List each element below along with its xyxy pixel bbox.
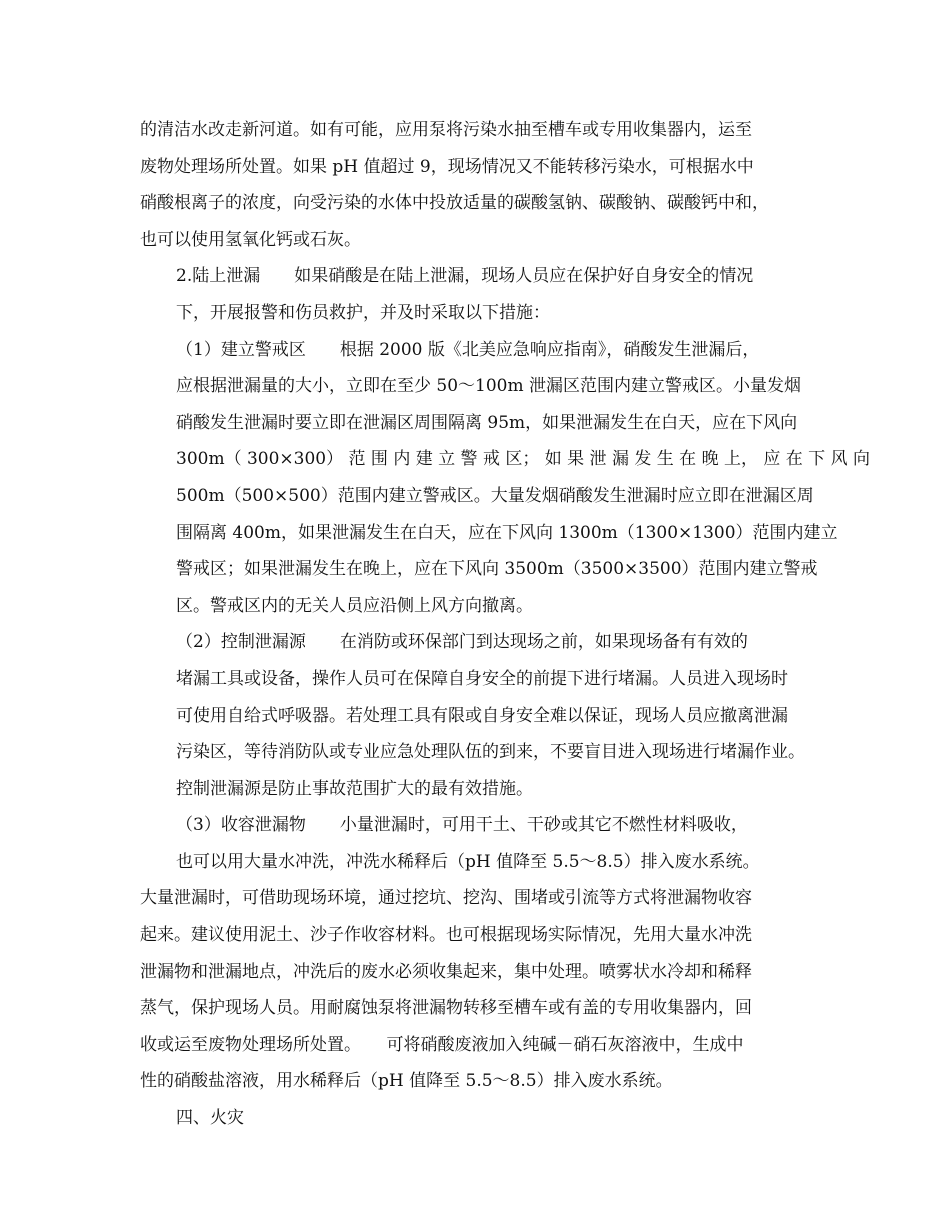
text-line: 堵漏工具或设备，操作人员可在保障自身安全的前提下进行堵漏。人员进入现场时 (176, 668, 788, 689)
text-line: 围隔离 400m，如果泄漏发生在白天，应在下风向 1300m（1300×1300）范围内建立 (176, 522, 838, 543)
text-line: 可使用自给式呼吸器。若处理工具有限或自身安全难以保证，现场人员应撤离泄漏 (176, 705, 788, 726)
text-line: 2.陆上泄漏 如果硝酸是在陆上泄漏，现场人员应在保护好自身安全的情况 (176, 266, 754, 287)
text-line: 应根据泄漏量的大小，立即在至少 50～100m 泄漏区范围内建立警戒区。小量发烟 (176, 376, 802, 397)
text-line: 四、火灾 (176, 1108, 244, 1129)
text-line: 蒸气，保护现场人员。用耐腐蚀泵将泄漏物转移至槽车或有盖的专用收集器内，回 (140, 998, 752, 1019)
text-line: （3）收容泄漏物 小量泄漏时，可用干土、干砂或其它不燃性材料吸收， (176, 815, 748, 836)
text-line: 起来。建议使用泥土、沙子作收容材料。也可根据现场实际情况，先用大量水冲洗 (140, 925, 752, 946)
text-line: 泄漏物和泄漏地点，冲洗后的废水必须收集起来，集中处理。喷雾状水冷却和稀释 (140, 961, 752, 982)
paragraph (140, 880, 816, 1100)
text-line: 也可以用大量水冲洗，冲洗水稀释后（pH 值降至 5.5～8.5）排入废水系统。 (176, 851, 760, 872)
text-line: 500m（500×500）范围内建立警戒区。大量发烟硝酸发生泄漏时应立即在泄漏区周 (176, 485, 814, 506)
text-line: 性的硝酸盐溶液，用水稀释后（pH 值降至 5.5～8.5）排入废水系统。 (140, 1071, 673, 1092)
text-line: （1）建立警戒区 根据 2000 版《北美应急响应指南》，硝酸发生泄漏后， (176, 339, 760, 360)
text-line: 300m（ 300×300） 范 围 内 建 立 警 戒 区； 如 果 泄 漏 发 生 在 晚 上， 应 在 下 风 向 (176, 449, 870, 470)
paragraph (140, 258, 816, 331)
text-line: 警戒区；如果泄漏发生在晚上，应在下风向 3500m（3500×3500）范围内建立警戒 (176, 559, 818, 580)
text-line: （2）控制泄漏源 在消防或环保部门到达现场之前，如果现场备有有效的 (176, 632, 748, 653)
text-line: 区。警戒区内的无关人员应沿侧上风方向撤离。 (176, 595, 533, 616)
text-line: 下，开展报警和伤员救护，并及时采取以下措施： (176, 302, 550, 323)
paragraph (140, 112, 816, 258)
text-line: 收或运至废物处理场所处置。 可将硝酸废液加入纯碱－硝石灰溶液中，生成中 (140, 1034, 744, 1055)
text-line: 的清洁水改走新河道。如有可能，应用泵将污染水抽至槽车或专用收集器内，运至 (140, 120, 752, 140)
paragraph (140, 771, 816, 808)
text-line: 大量泄漏时，可借助现场环境，通过挖坑、挖沟、围堵或引流等方式将泄漏物收容 (140, 888, 752, 909)
text-line: 废物处理场所处置。如果 pH 值超过 9，现场情况又不能转移污染水，可根据水中 (140, 156, 754, 177)
paragraph (140, 332, 870, 625)
text-line: 污染区，等待消防队或专业应急处理队伍的到来，不要盲目进入现场进行堵漏作业。 (176, 742, 805, 763)
text-line: 控制泄漏源是防止事故范围扩大的最有效措施。 (176, 778, 533, 799)
paragraph (140, 624, 816, 770)
text-line: 硝酸发生泄漏时要立即在泄漏区周围隔离 95m，如果泄漏发生在白天，应在下风向 (176, 412, 798, 433)
document-body (140, 112, 870, 1137)
paragraph (140, 807, 816, 880)
text-line: 硝酸根离子的浓度，向受污染的水体中投放适量的碳酸氢钠、碳酸钠、碳酸钙中和， (140, 193, 769, 214)
paragraph (140, 1100, 816, 1137)
text-line: 也可以使用氢氧化钙或石灰。 (140, 229, 361, 250)
